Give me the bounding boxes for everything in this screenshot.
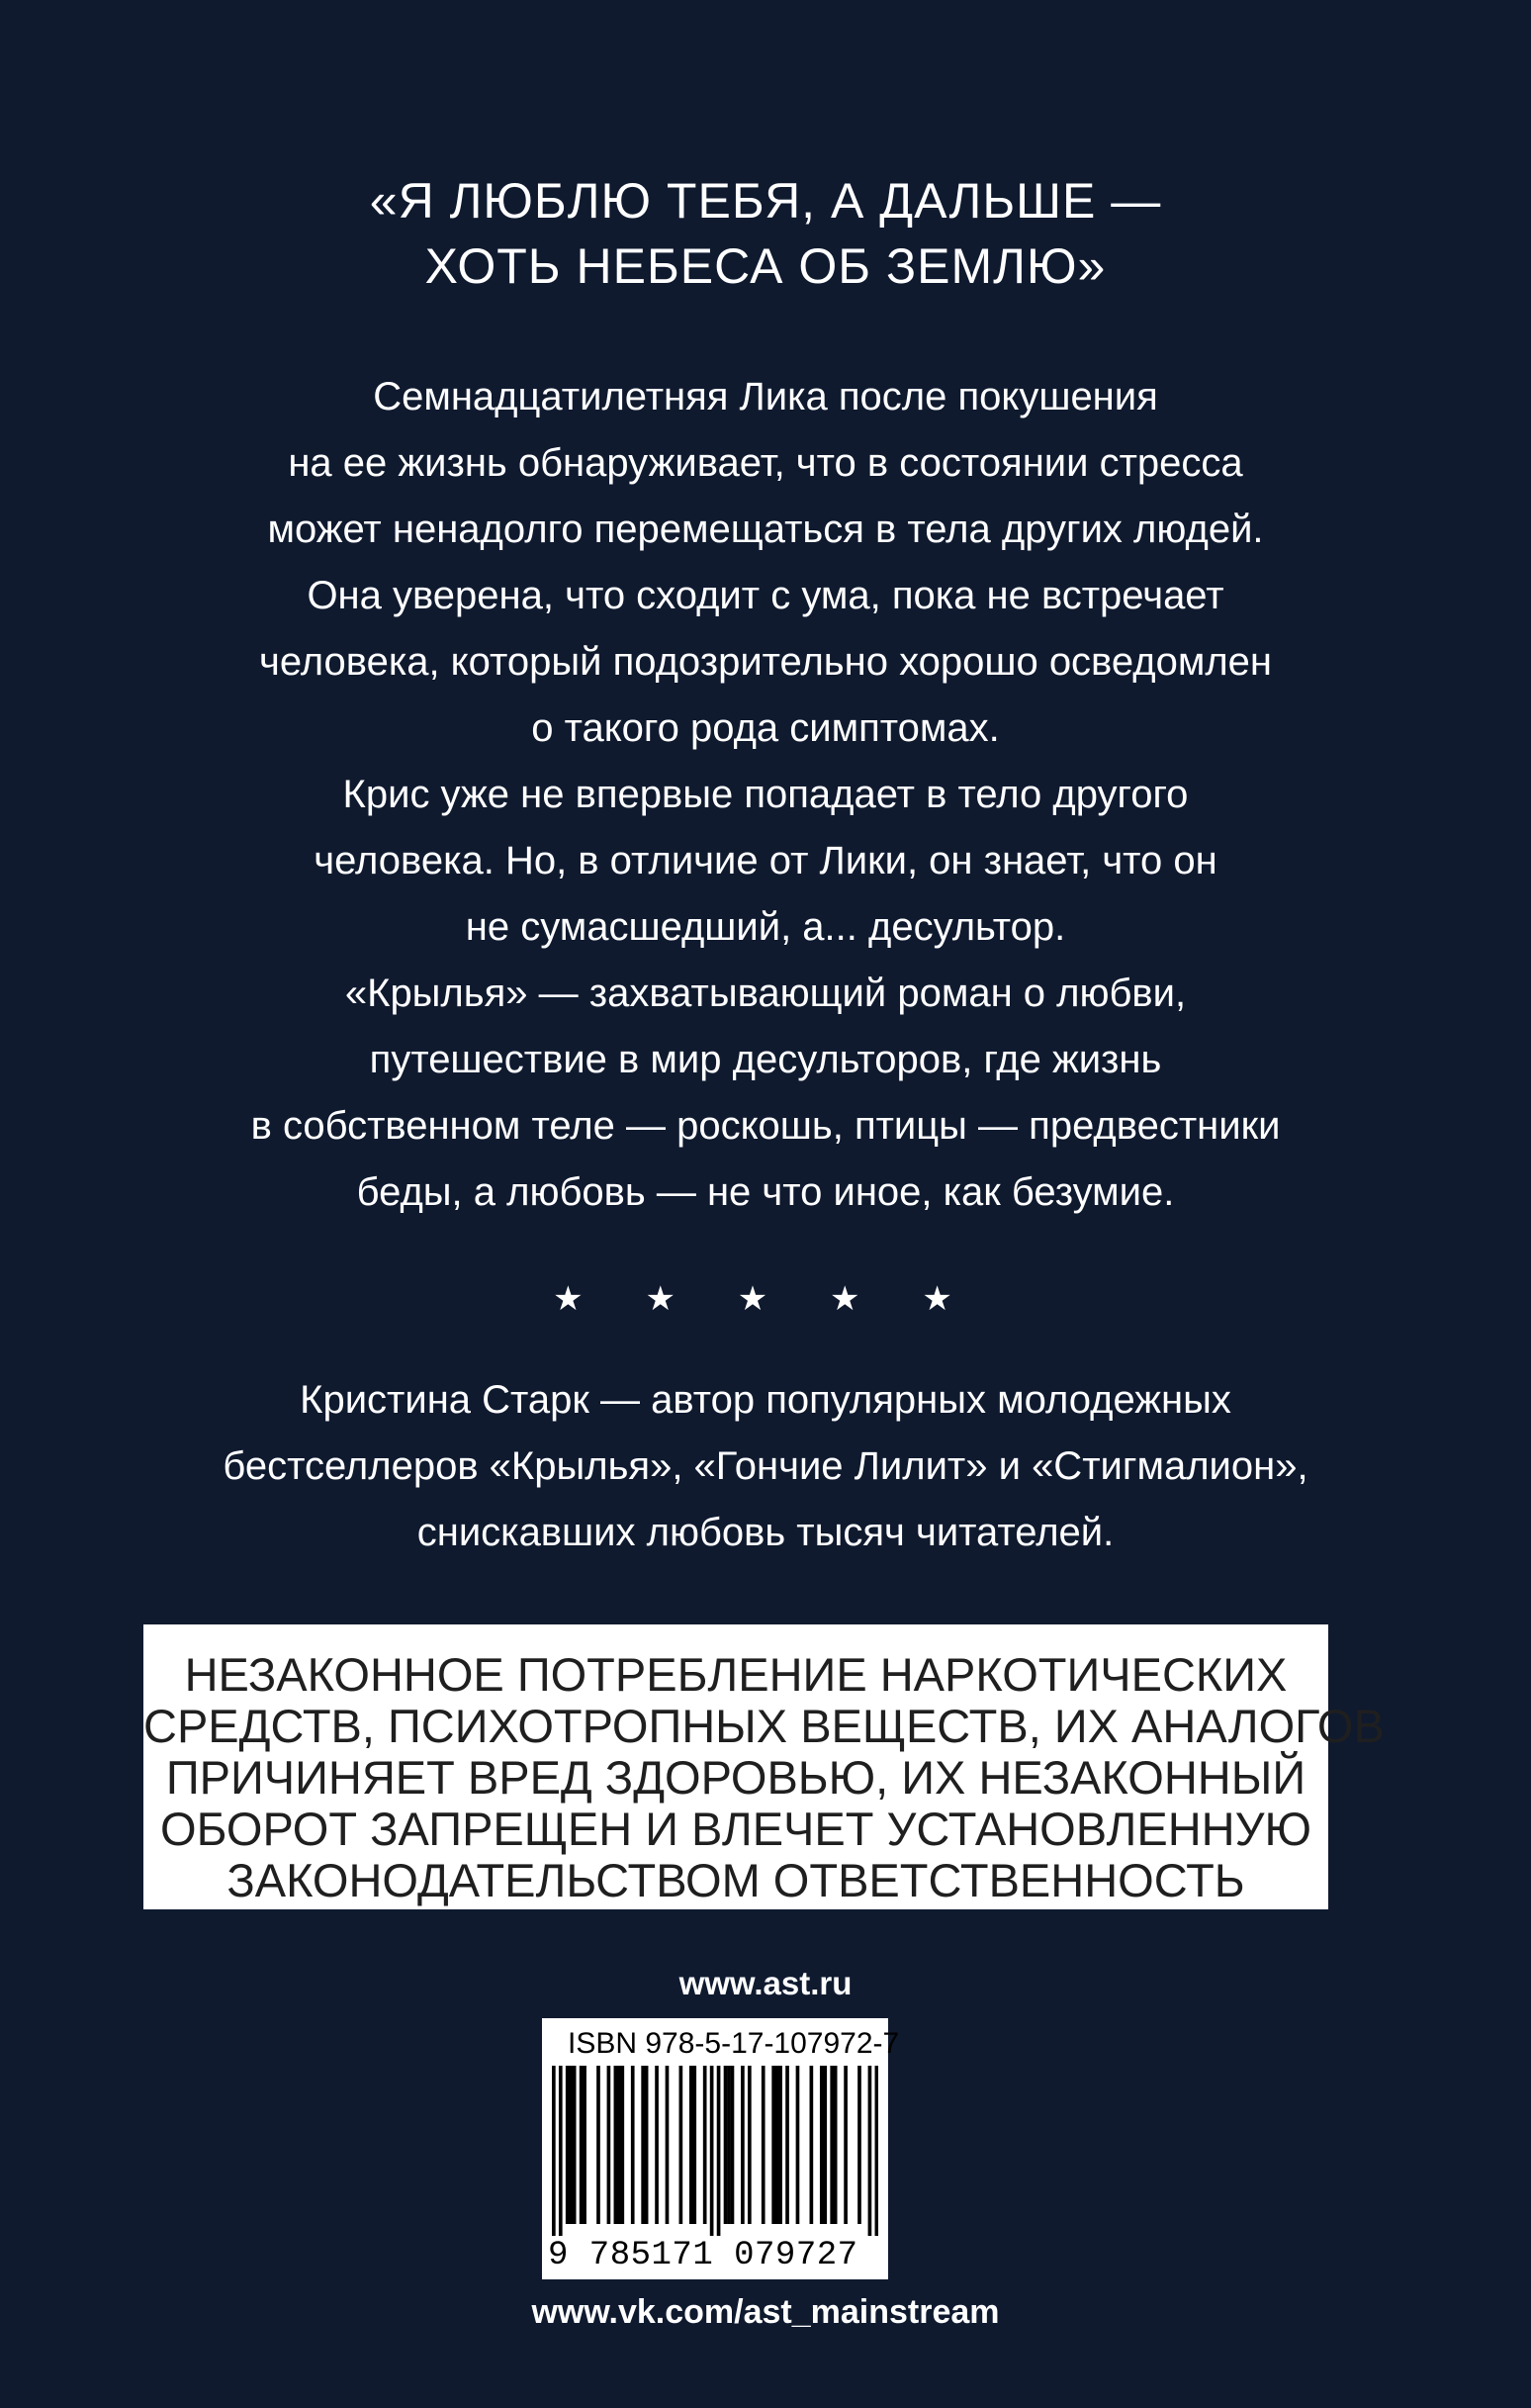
barcode-bar: [731, 2066, 735, 2224]
blurb-line: о такого рода симптомах.: [531, 706, 1000, 750]
barcode-bar: [607, 2066, 611, 2224]
barcode-bar: [810, 2066, 814, 2224]
barcode-bar: [631, 2066, 635, 2224]
star-separator: ★ ★ ★ ★ ★: [553, 1279, 978, 1319]
blurb-line: в собственном теле — роскошь, птицы — предвестники: [250, 1104, 1281, 1148]
headline-line: «Я ЛЮБЛЮ ТЕБЯ, А ДАЛЬШЕ —: [369, 173, 1162, 229]
barcode-guard-bar: [552, 2066, 556, 2236]
barcode-bar: [679, 2066, 683, 2224]
barcode-bar: [820, 2066, 824, 2224]
barcode-bar: [703, 2066, 707, 2224]
barcode-digits: 9 785171 079727: [548, 2237, 858, 2274]
blurb-line: Семнадцатилетняя Лика после покушения: [373, 375, 1158, 418]
author-line: Кристина Старк — автор популярных молодежных: [300, 1378, 1231, 1422]
blurb-line: человека. Но, в отличие от Лики, он знает, что он: [314, 839, 1217, 882]
barcode-bar: [785, 2066, 789, 2224]
barcode-bar: [614, 2066, 618, 2224]
barcode-bar: [617, 2066, 621, 2224]
barcode-bar: [857, 2066, 861, 2224]
headline-line: ХОТЬ НЕБЕСА ОБ ЗЕМЛЮ»: [424, 238, 1107, 294]
barcode-bar: [775, 2066, 779, 2224]
barcode-guard-bar: [875, 2066, 878, 2236]
isbn-barcode: [542, 2018, 900, 2279]
barcode-bar: [566, 2066, 570, 2224]
warning-line: ЗАКОНОДАТЕЛЬСТВОМ ОТВЕТСТВЕННОСТЬ: [226, 1854, 1245, 1906]
warning-line: ОБОРОТ ЗАПРЕЩЕН И ВЛЕЧЕТ УСТАНОВЛЕННУЮ: [160, 1803, 1311, 1855]
barcode-bar: [844, 2066, 848, 2224]
barcode-bar: [569, 2066, 573, 2224]
barcode-guard-bar: [717, 2066, 721, 2236]
warning-line: ПРИЧИНЯЕТ ВРЕД ЗДОРОВЬЮ, ИХ НЕЗАКОННЫЙ: [165, 1751, 1306, 1804]
blurb-line: на ее жизнь обнаруживает, что в состоянии стресса: [288, 441, 1243, 485]
barcode-bar: [724, 2066, 728, 2224]
blurb-line: путешествие в мир десульторов, где жизнь: [369, 1038, 1162, 1081]
barcode-bar: [692, 2066, 696, 2224]
publisher-website: www.ast.ru: [678, 1965, 853, 2001]
author-line: снискавших любовь тысяч читателей.: [416, 1511, 1115, 1554]
blurb-line: «Крылья» — захватывающий роман о любви,: [344, 972, 1187, 1015]
author-line: бестселлеров «Крылья», «Гончие Лилит» и «Стигмалион»,: [223, 1444, 1308, 1488]
barcode-bar: [689, 2066, 693, 2224]
warning-line: СРЕДСТВ, ПСИХОТРОПНЫХ ВЕЩЕСТВ, ИХ АНАЛОГОВ: [143, 1700, 1385, 1752]
barcode-bar: [796, 2066, 800, 2224]
social-link: www.vk.com/ast_mainstream: [531, 2293, 1000, 2331]
barcode-bar: [748, 2066, 752, 2224]
blurb-line: Она уверена, что сходит с ума, пока не встречает: [307, 574, 1224, 617]
legal-warning-box: [141, 1622, 1385, 1911]
blurb-line: человека, который подозрительно хорошо осведомлен: [258, 640, 1272, 684]
barcode-bar: [580, 2066, 584, 2224]
warning-line: НЕЗАКОННОЕ ПОТРЕБЛЕНИЕ НАРКОТИЧЕСКИХ: [184, 1648, 1288, 1701]
barcode-bar: [583, 2066, 586, 2224]
barcode-bar: [655, 2066, 659, 2224]
barcode-bar: [641, 2066, 645, 2224]
barcode-bars: [552, 2066, 878, 2236]
book-blurb: [0, 364, 1531, 1226]
blurb-line: может ненадолго перемещаться в тела других людей.: [267, 508, 1264, 551]
barcode-bar: [778, 2066, 782, 2224]
barcode-bar: [620, 2066, 624, 2224]
barcode-bar: [823, 2066, 827, 2224]
barcode-bar: [645, 2066, 649, 2224]
barcode-bar: [727, 2066, 731, 2224]
author-bio: [0, 1367, 1531, 1566]
headline-quote: [0, 168, 1531, 299]
barcode-guard-bar: [868, 2066, 872, 2236]
barcode-guard-bar: [559, 2066, 563, 2236]
blurb-line: Крис уже не впервые попадает в тело другого: [342, 773, 1189, 816]
blurb-line: беды, а любовь — не что иное, как безумие.: [356, 1170, 1175, 1214]
barcode-bar: [596, 2066, 600, 2224]
barcode-bar: [830, 2066, 834, 2224]
barcode-bar: [573, 2066, 577, 2224]
barcode-bar: [771, 2066, 775, 2224]
barcode-bar: [762, 2066, 766, 2224]
blurb-line: не сумасшедший, а... десультор.: [465, 905, 1066, 949]
barcode-bar: [666, 2066, 670, 2224]
isbn-label: ISBN 978-5-17-107972-7: [568, 2027, 900, 2060]
barcode-bar: [741, 2066, 745, 2224]
barcode-guard-bar: [710, 2066, 714, 2236]
barcode-bar: [834, 2066, 838, 2224]
